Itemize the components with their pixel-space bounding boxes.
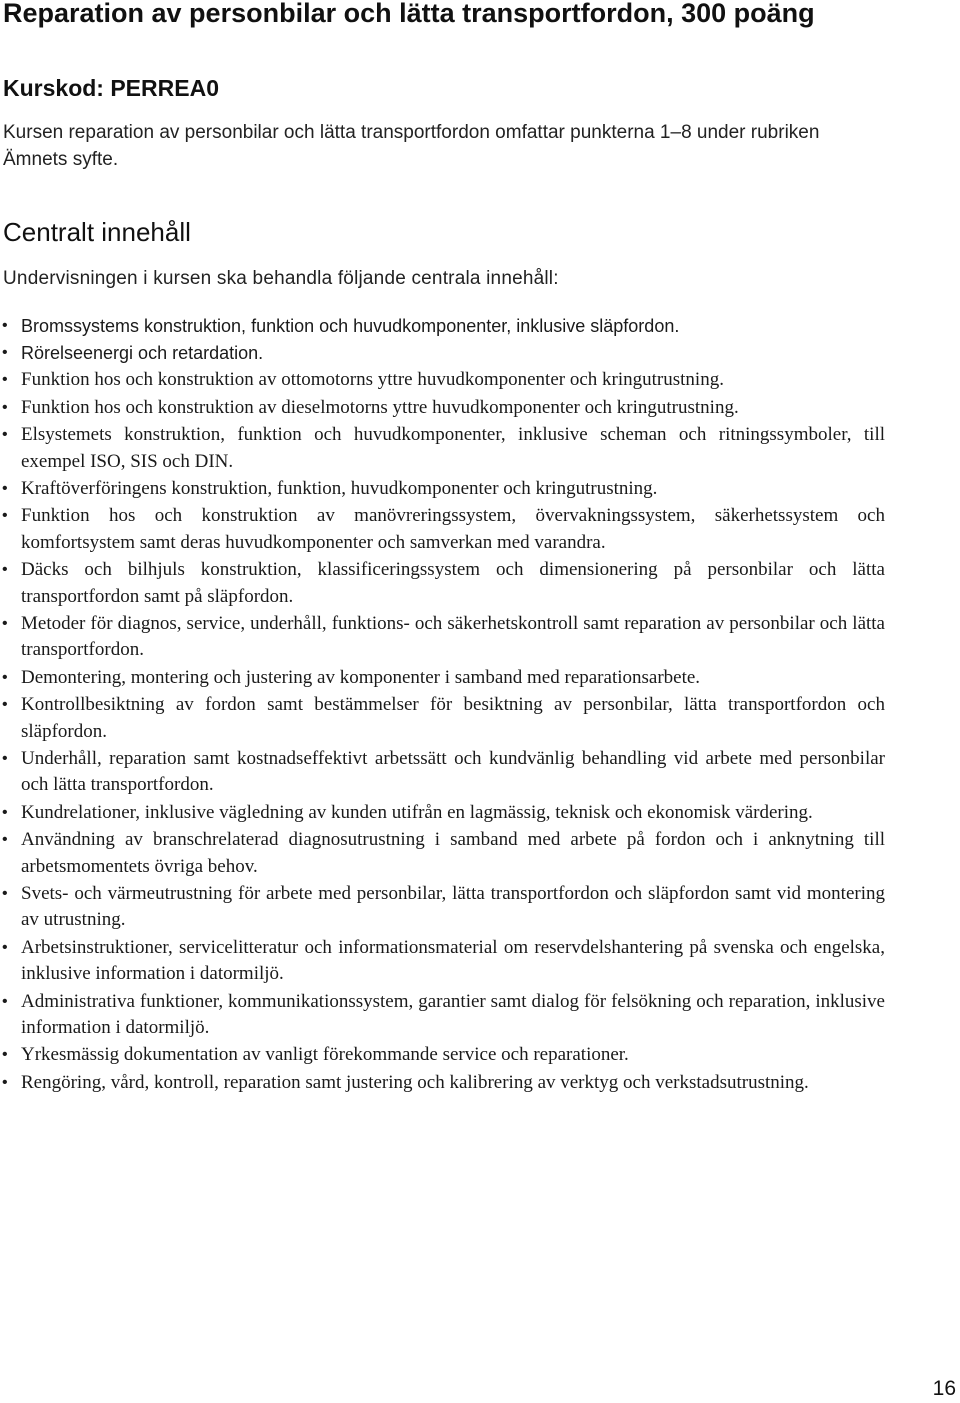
list-item: • Kontrollbesiktning av fordon samt bestämmelser för besiktning av personbilar, lätta transportfordon och släpfordon. <box>0 692 885 745</box>
content-list <box>0 313 960 1097</box>
list-item: • Yrkesmässig dokumentation av vanligt förekommande service och reparationer. <box>0 1042 885 1069</box>
list-item: • Kraftöverföringens konstruktion, funktion, huvudkomponenter och kringutrustning. <box>0 476 885 503</box>
list-item: • Administrativa funktioner, kommunikationssystem, garantier samt dialog för felsökning och reparation, inklusive information i datormiljö. <box>0 989 885 1042</box>
list-item: • Funktion hos och konstruktion av ottomotorns yttre huvudkomponenter och kringutrustning. <box>0 367 885 394</box>
list-item: • Underhåll, reparation samt kostnadseffektivt arbetssätt och kundvänlig behandling vid arbete med personbilar och lätta transportfordon. <box>0 746 885 799</box>
intro-paragraph: Kursen reparation av personbilar och lätta transportfordon omfattar punkterna 1–8 under rubriken Ämnets syfte. <box>3 122 820 170</box>
course-code: Kurskod: PERREA0 <box>3 75 219 101</box>
page-number: 16 <box>932 1377 956 1400</box>
list-item: • Funktion hos och konstruktion av manövreringssystem, övervakningssystem, säkerhetssystem och komfortsystem samt deras huvudkomponenter och samverkan med varandra. <box>0 503 885 556</box>
list-item: • Arbetsinstruktioner, servicelitteratur och informationsmaterial om reservdelshantering på svenska och engelska, inklusive information i datormiljö. <box>0 935 885 988</box>
list-item: • Svets- och värmeutrustning för arbete med personbilar, lätta transportfordon och släpfordon samt vid montering av utrustning. <box>0 881 885 934</box>
list-item: • Användning av branschrelaterad diagnosutrustning i samband med arbete på fordon och i anknytning till arbetsmomentets övriga behov. <box>0 827 885 880</box>
list-item: • Kundrelationer, inklusive vägledning av kunden utifrån en lagmässig, teknisk och ekonomisk värdering. <box>0 800 885 827</box>
document-title: Reparation av personbilar och lätta transportfordon, 300 poäng <box>3 0 815 28</box>
list-item: • Rörelseenergi och retardation. <box>0 340 885 367</box>
list-item: • Elsystemets konstruktion, funktion och huvudkomponenter, inklusive scheman och ritningssymboler, till exempel ISO, SIS och DIN. <box>0 422 885 475</box>
list-item: • Rengöring, vård, kontroll, reparation samt justering och kalibrering av verktyg och verkstadsutrustning. <box>0 1070 885 1097</box>
list-item: • Däcks och bilhjuls konstruktion, klassificeringssystem och dimensionering på personbilar och lätta transportfordon samt på släpfordon. <box>0 557 885 610</box>
list-item: • Bromssystems konstruktion, funktion och huvudkomponenter, inklusive släpfordon. <box>0 313 885 340</box>
section-heading: Centralt innehåll <box>3 217 191 247</box>
lead-text: Undervisningen i kursen ska behandla följande centrala innehåll: <box>3 268 559 289</box>
list-item: • Metoder för diagnos, service, underhåll, funktions- och säkerhetskontroll samt reparation av personbilar och lätta transportfordon. <box>0 611 885 664</box>
list-item: • Demontering, montering och justering av komponenter i samband med reparationsarbete. <box>0 665 885 692</box>
list-item: • Funktion hos och konstruktion av dieselmotorns yttre huvudkomponenter och kringutrustning. <box>0 395 885 422</box>
